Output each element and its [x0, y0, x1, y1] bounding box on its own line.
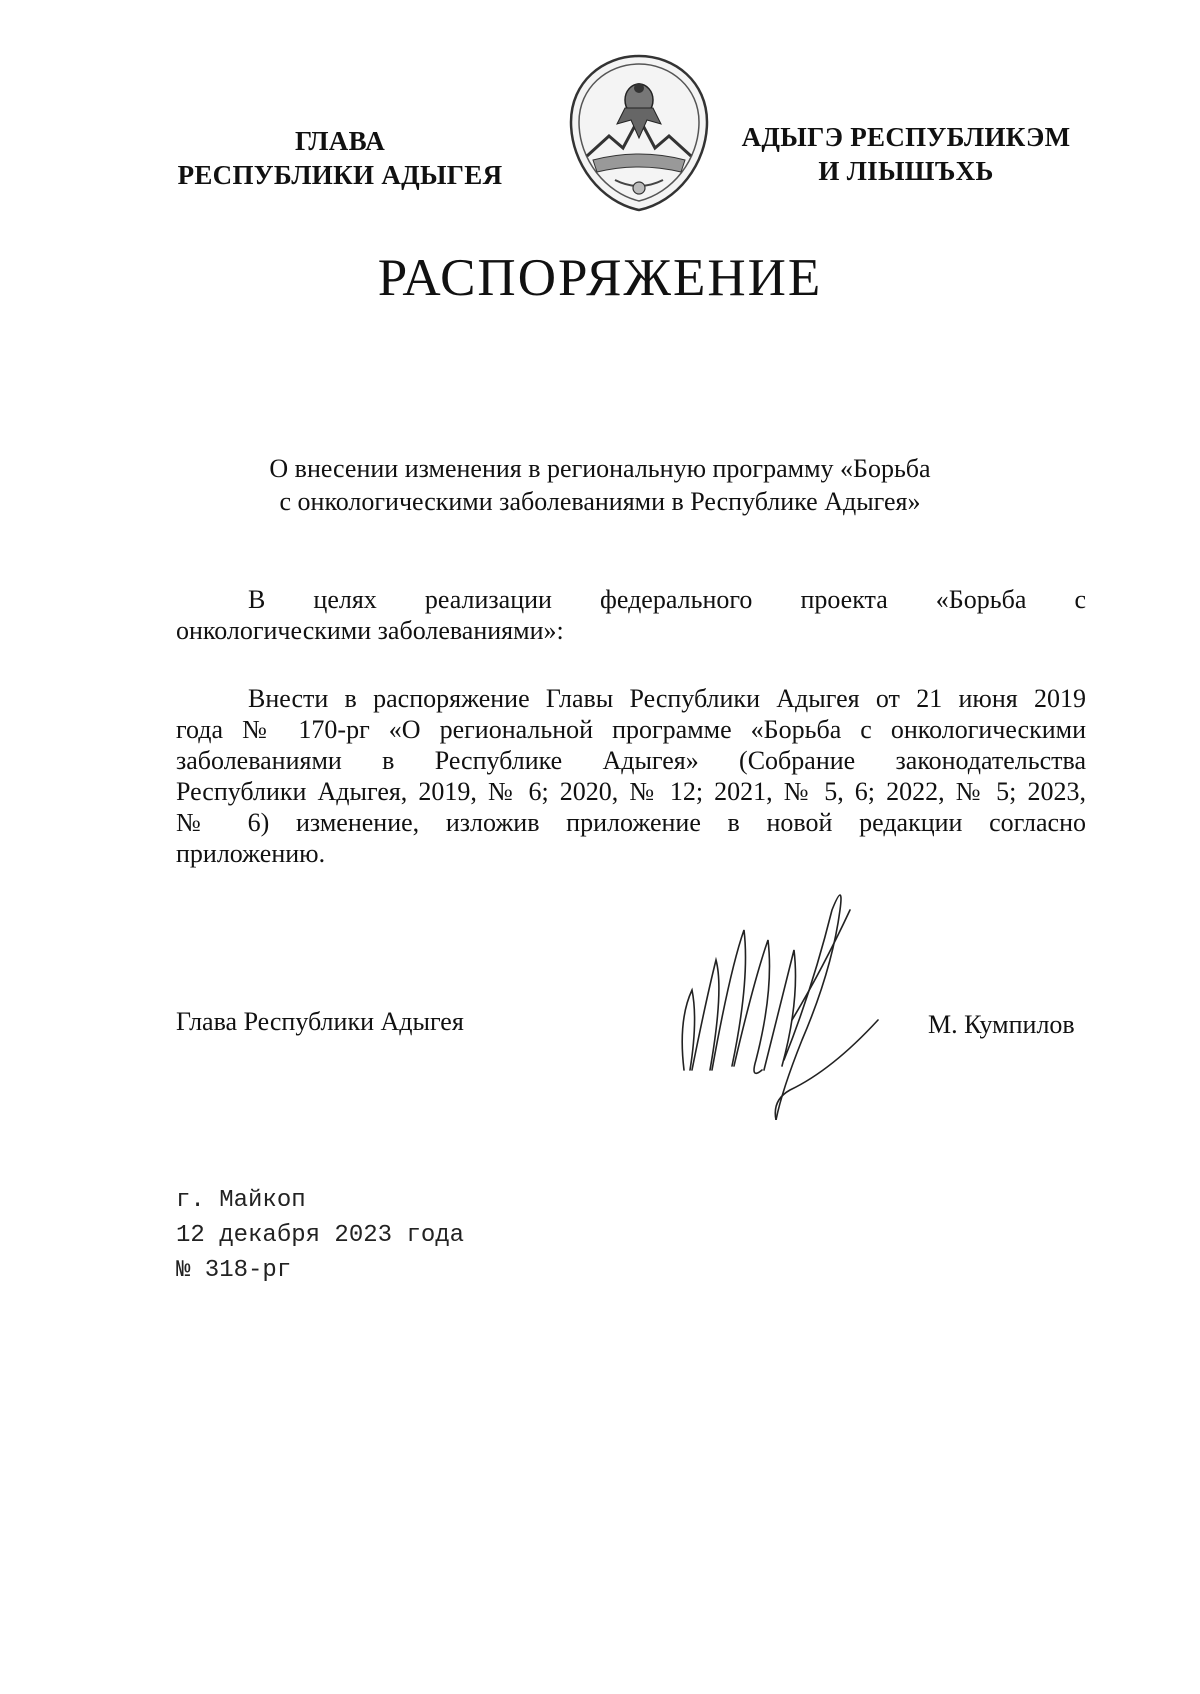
coat-of-arms-icon	[565, 52, 713, 214]
header-left-line1: ГЛАВА	[294, 126, 386, 156]
header-right-line2: И ЛІЫШЪХЬ	[818, 156, 994, 186]
header-right	[718, 120, 1094, 188]
document-title: РАСПОРЯЖЕНИЕ	[377, 249, 823, 307]
document-subject	[200, 452, 1000, 518]
paragraph1-line2: онкологическими заболеваниями»:	[176, 616, 564, 645]
meta-date: 12 декабря 2023 года	[176, 1222, 465, 1249]
paragraph-decree	[176, 683, 1086, 869]
paragraph2-line1: Внести в распоряжение Главы Республики Адыгея от 21 июня 2019	[248, 684, 1086, 713]
subject-line2: с онкологическими заболеваниями в Республике Адыгея»	[279, 487, 921, 516]
paragraph2-line2: года № 170-рг «О региональной программе «Борьба с онкологическими	[176, 715, 1086, 744]
signatory-name: М. Кумпилов	[928, 1010, 1075, 1039]
paragraph2-line4: Республики Адыгея, 2019, № 6; 2020, № 12; 2021, № 5, 6; 2022, № 5; 2023,	[176, 777, 1086, 806]
paragraph-purpose	[176, 584, 1086, 646]
document-meta	[176, 1183, 464, 1288]
meta-number: № 318-рг	[176, 1257, 292, 1284]
paragraph2-line3: заболеваниями в Республике Адыгея» (Собрание законодательства	[176, 746, 1086, 775]
signatory-position: Глава Республики Адыгея	[176, 1007, 464, 1036]
paragraph1-line1: В целях реализации федерального проекта «Борьба с	[248, 585, 1086, 614]
meta-city: г. Майкоп	[176, 1187, 306, 1214]
header-left-line2: РЕСПУБЛИКИ АДЫГЕЯ	[177, 160, 503, 190]
subject-line1: О внесении изменения в региональную программу «Борьба	[269, 454, 931, 483]
paragraph2-line6: приложению.	[176, 839, 326, 868]
paragraph2-line5: № 6) изменение, изложив приложение в новой редакции согласно	[176, 808, 1086, 837]
header-right-line1: АДЫГЭ РЕСПУБЛИКЭМ	[741, 122, 1071, 152]
handwritten-signature	[672, 870, 902, 1120]
header-left	[150, 124, 530, 192]
